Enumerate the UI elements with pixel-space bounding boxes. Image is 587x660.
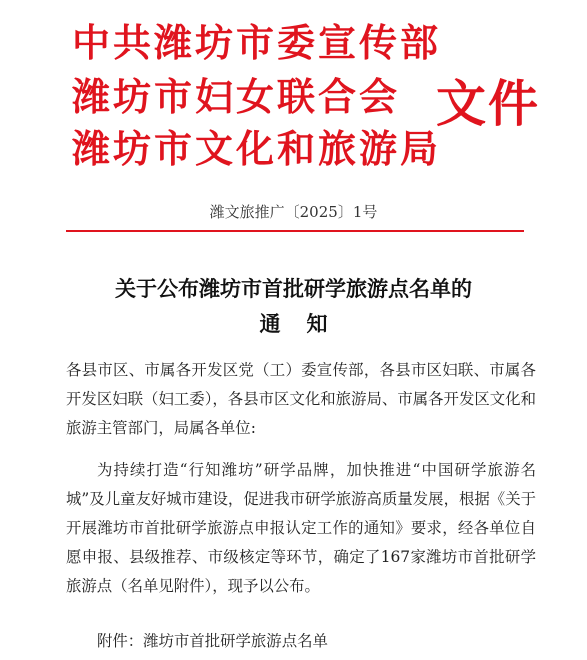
salutation-recipients: 各县市区、市属各开发区党（工）委宣传部，各县市区妇联、市属各开发区妇联（妇工委），各县市区文化和旅游局、市属各开发区文化和旅游主管部门，局属各单位: xyxy=(66,361,536,437)
issuing-org-publicity-dept: 中共潍坊市委宣传部 xyxy=(72,20,442,65)
notice-title: 关于公布潍坊市首批研学旅游点名单的 xyxy=(115,276,472,301)
document-number: 潍文旅推广〔2025〕1号 xyxy=(209,203,378,221)
notice-title-suffix: 通知 xyxy=(259,311,354,336)
red-divider-rule xyxy=(66,230,524,232)
issuing-org-womens-federation: 潍坊市妇女联合会 xyxy=(72,74,401,119)
issuing-org-culture-tourism-bureau: 潍坊市文化和旅游局 xyxy=(72,126,442,171)
attachment-line: 附件：潍坊市首批研学旅游点名单 xyxy=(97,632,328,650)
document-type-label: 文件 xyxy=(436,74,540,133)
body-paragraph: 为持续打造“行知潍坊”研学品牌，加快推进“中国研学旅游名城”及儿童友好城市建设，促进我市研学旅游高质量发展，根据《关于开展潍坊市首批研学旅游点申报认定工作的通知》要求，经各单位自愿申报、县级推荐、市级核定等环节，确定了167家潍坊市首批研学旅游点（名单见附件），现予以公布。 xyxy=(66,461,536,595)
